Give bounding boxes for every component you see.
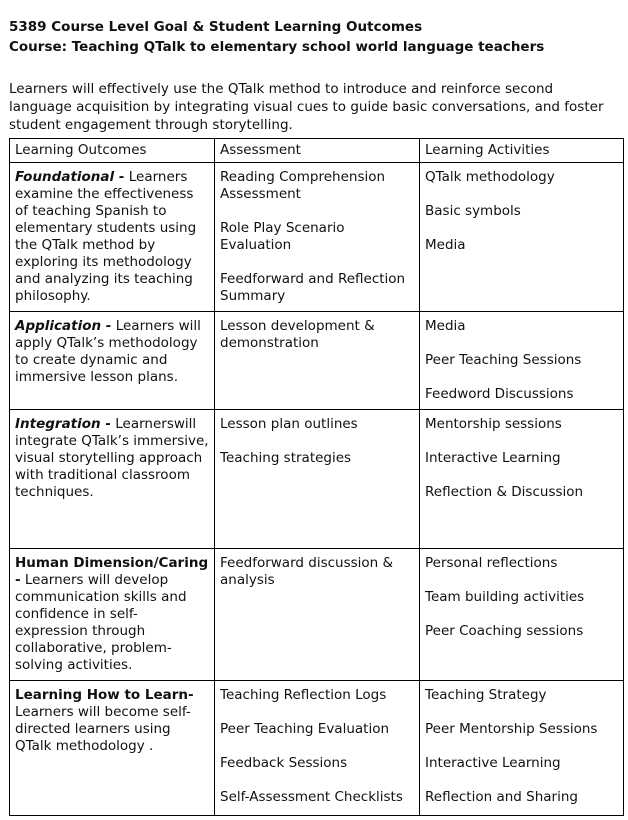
activity-item: Interactive Learning [425, 450, 561, 466]
table-row [10, 681, 624, 816]
assessment-item: Reading Comprehension Assessment [220, 169, 386, 202]
assessment-item: Teaching strategies [220, 450, 352, 466]
assessment-item: Self-Assessment Checklists [220, 789, 403, 805]
outcomes-table [9, 138, 624, 816]
outcome-label: Human Dimension/Caring - [15, 555, 209, 588]
assessment-item: Role Play Scenario Evaluation [220, 220, 345, 253]
activity-item: Basic symbols [425, 203, 521, 219]
assessment-cell [215, 410, 420, 549]
activities-cell [420, 681, 624, 816]
header-learning-activities: Learning Activities [420, 139, 624, 163]
activity-item: Personal reflections [425, 555, 558, 571]
activity-item: Peer Coaching sessions [425, 623, 584, 639]
outcome-text: Learners examine the effectiveness of teaching Spanish to elementary students using the QTalk method by exploring its methodology and analyzing its teaching philosophy. [15, 169, 197, 304]
table-row [10, 549, 624, 681]
outcome-cell [10, 549, 215, 681]
outcome-text: Learners will develop communication skills and confidence in self-expression through collaborative, problem-solving activities. [15, 572, 187, 673]
outcome-cell [10, 312, 215, 410]
table-header-row [10, 139, 624, 163]
assessment-cell [215, 549, 420, 681]
activity-item: Peer Teaching Sessions [425, 352, 582, 368]
activities-cell [420, 163, 624, 312]
activity-item: Interactive Learning [425, 755, 561, 771]
course-goal-paragraph: Learners will effectively use the QTalk method to introduce and reinforce second language acquisition by integrating visual cues to guide basic conversations, and foster student engagement through storytelling. [9, 81, 604, 133]
assessment-item: Lesson development & demonstration [220, 318, 375, 351]
assessment-cell [215, 681, 420, 816]
assessment-item: Lesson plan outlines [220, 416, 358, 432]
table-row [10, 163, 624, 312]
activity-item: Team building activities [425, 589, 585, 605]
outcome-label: Foundational - [15, 169, 125, 185]
header-learning-outcomes: Learning Outcomes [10, 139, 215, 163]
outcome-cell [10, 410, 215, 549]
activity-item: Peer Mentorship Sessions [425, 721, 598, 737]
outcome-text: Learners will apply QTalk’s methodology to create dynamic and immersive lesson plans. [15, 318, 201, 385]
outcome-label: Application - [15, 318, 112, 334]
document-heading [9, 17, 544, 57]
assessment-item: Peer Teaching Evaluation [220, 721, 390, 737]
activity-item: Feedword Discussions [425, 386, 574, 402]
activity-item: QTalk methodology [425, 169, 555, 185]
assessment-cell [215, 163, 420, 312]
activities-cell [420, 410, 624, 549]
activity-item: Reflection & Discussion [425, 484, 584, 500]
heading-line-1: 5389 Course Level Goal & Student Learning Outcomes [9, 19, 423, 35]
assessment-item: Feedforward discussion & analysis [220, 555, 394, 588]
assessment-item: Feedforward and Reflection Summary [220, 271, 406, 304]
heading-line-2: Course: Teaching QTalk to elementary school world language teachers [9, 39, 545, 55]
activities-cell [420, 549, 624, 681]
outcome-label: Learning How to Learn- [15, 687, 194, 703]
assessment-cell [215, 312, 420, 410]
outcome-label: Integration - [15, 416, 111, 432]
outcome-cell [10, 681, 215, 816]
assessment-item: Feedback Sessions [220, 755, 348, 771]
outcome-text: Learnerswill integrate QTalk’s immersive, visual storytelling approach with traditional classroom techniques. [15, 416, 209, 500]
activity-item: Media [425, 318, 466, 334]
table-row [10, 410, 624, 549]
activity-item: Reflection and Sharing [425, 789, 578, 805]
outcome-cell [10, 163, 215, 312]
assessment-item: Teaching Reflection Logs [220, 687, 387, 703]
table-row [10, 312, 624, 410]
outcome-text: Learners will become self-directed learners using QTalk methodology . [15, 704, 191, 754]
activity-item: Teaching Strategy [425, 687, 547, 703]
activities-cell [420, 312, 624, 410]
activity-item: Mentorship sessions [425, 416, 562, 432]
header-assessment: Assessment [215, 139, 420, 163]
activity-item: Media [425, 237, 466, 253]
